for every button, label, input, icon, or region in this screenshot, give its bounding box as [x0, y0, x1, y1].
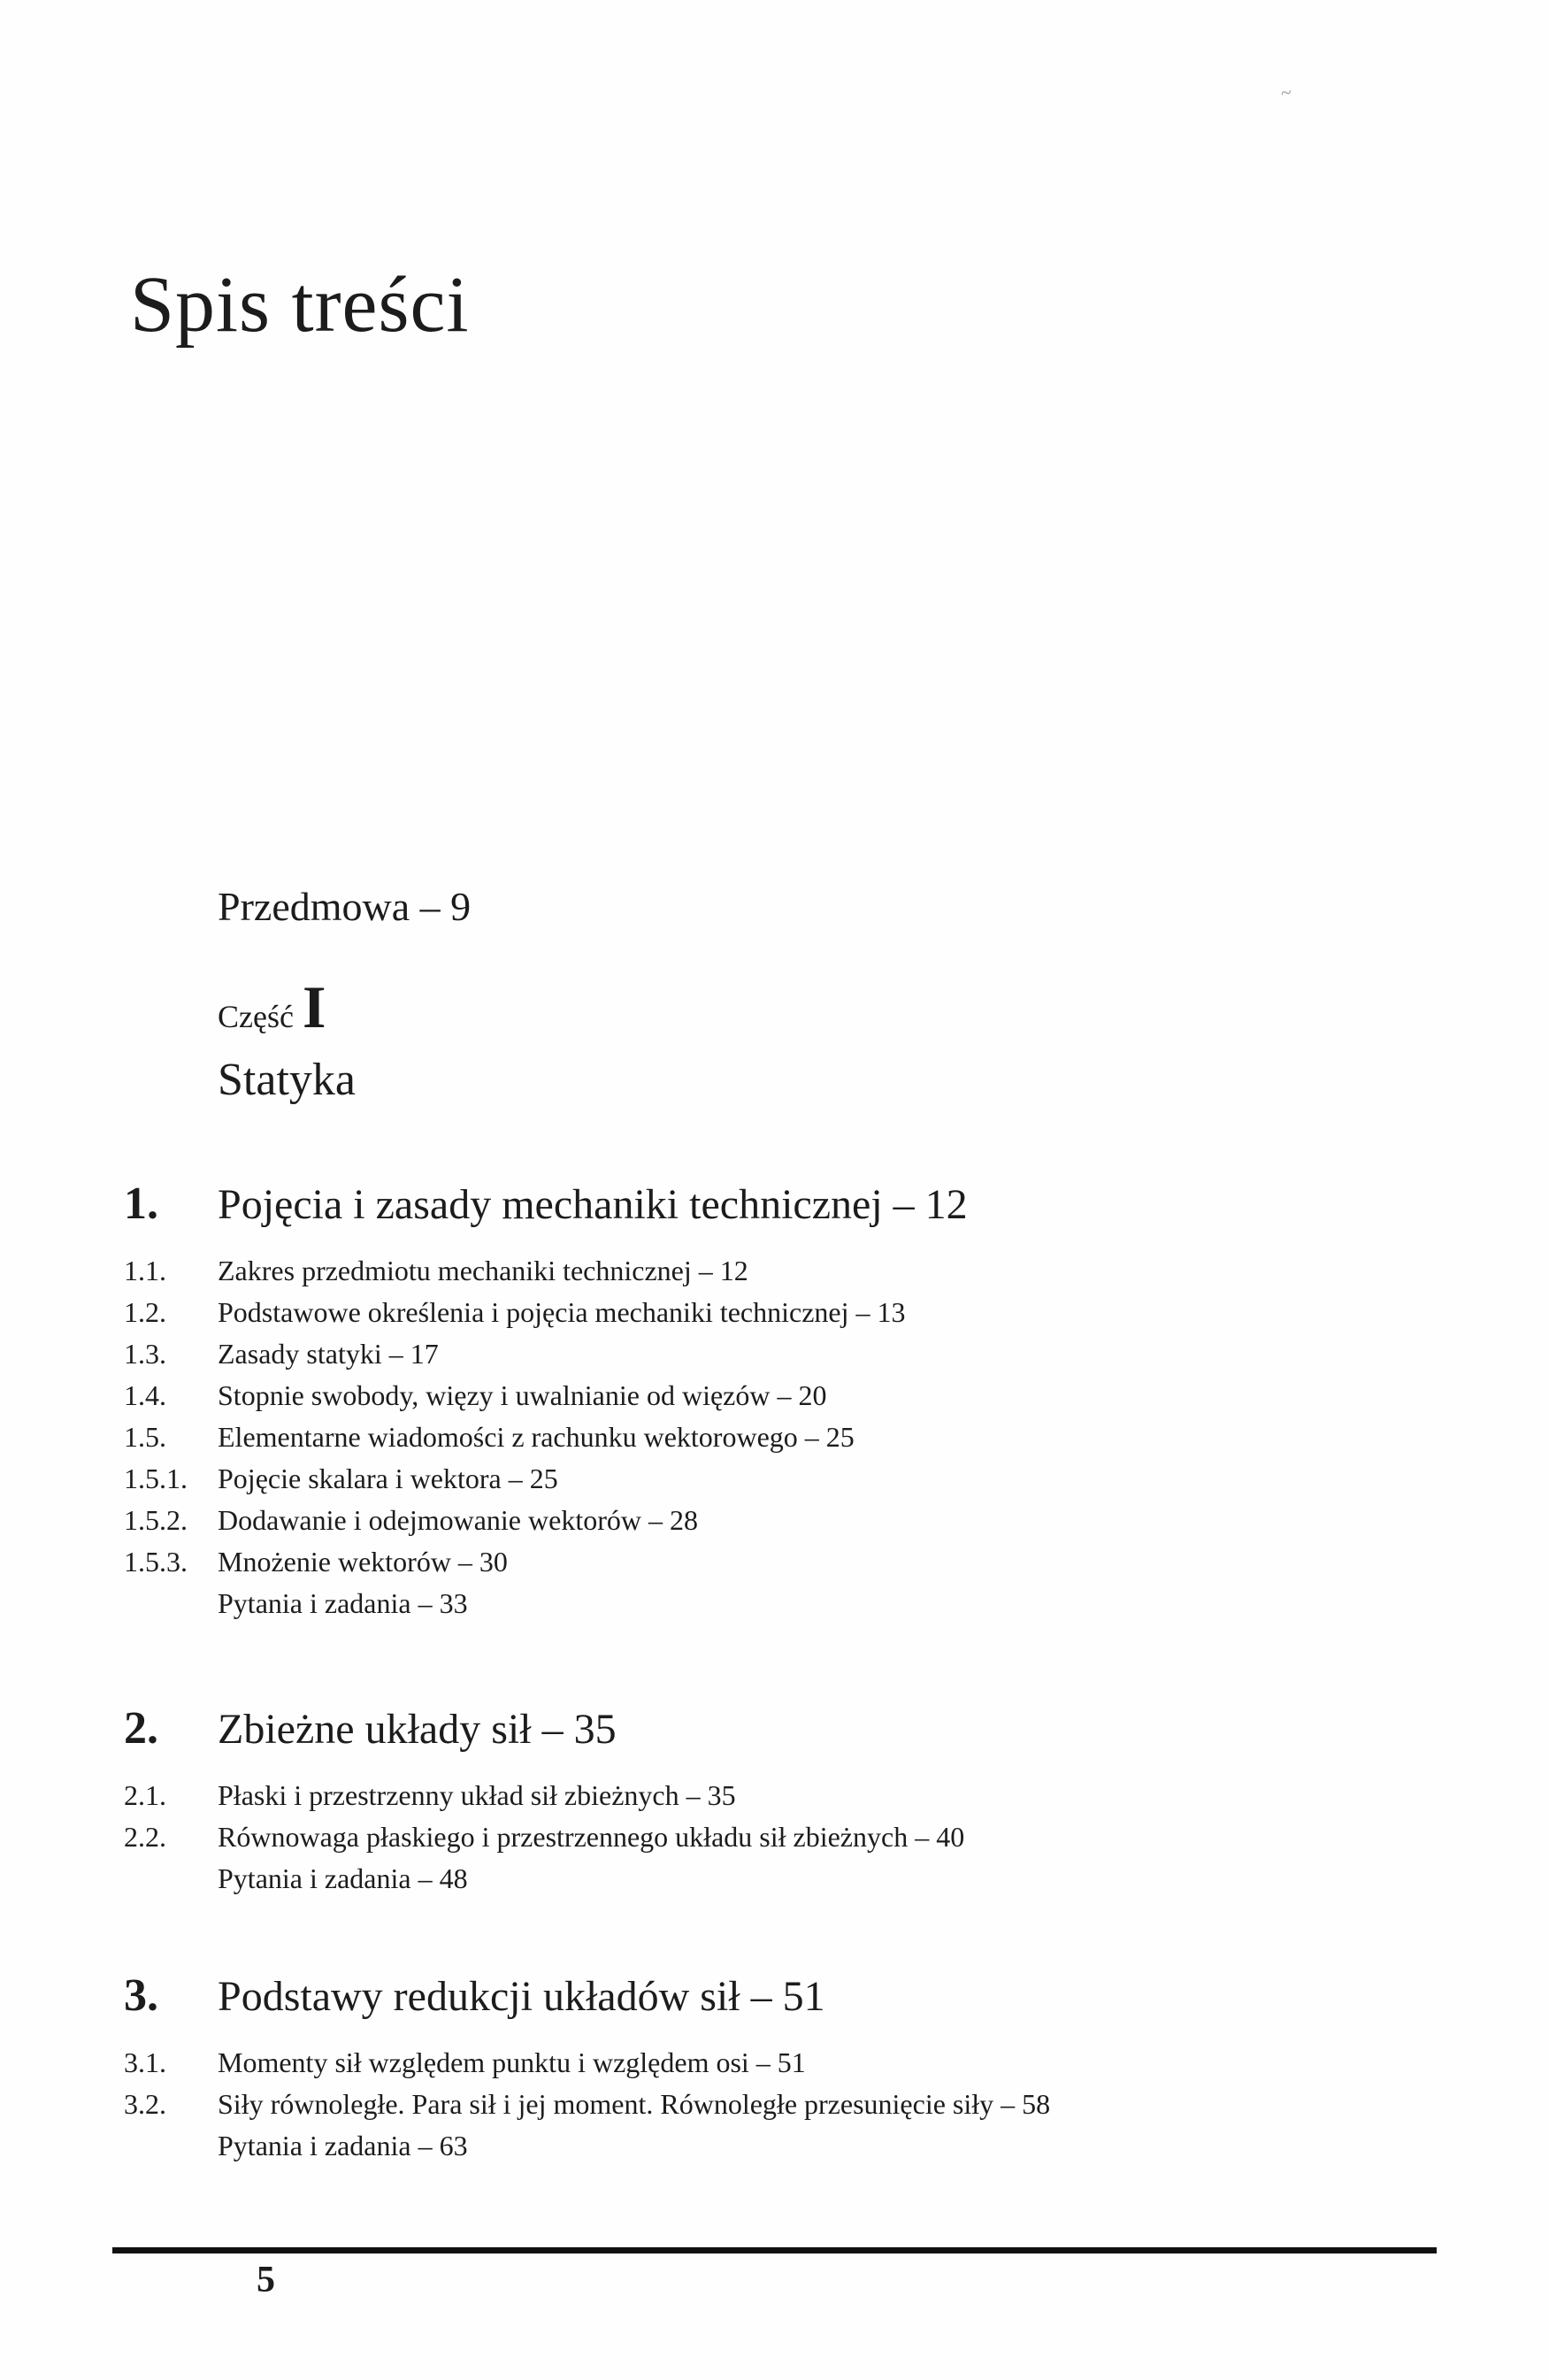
- part-title: Statyka: [218, 1055, 356, 1106]
- chapter-heading: [124, 1703, 1433, 1754]
- toc-entry: [124, 2084, 1433, 2125]
- toc-entry: [124, 1333, 1433, 1375]
- chapter-title: Pojęcia i zasady mechaniki technicznej – 12: [218, 1181, 968, 1228]
- chapter-title: Podstawy redukcji układów sił – 51: [218, 1973, 825, 2020]
- part-numeral: I: [302, 973, 326, 1040]
- entry-number: 1.5.: [124, 1421, 166, 1453]
- entry-number: [124, 2125, 218, 2167]
- entry-text: Momenty sił względem punktu i względem osi – 51: [218, 2046, 806, 2078]
- entry-text: Elementarne wiadomości z rachunku wektorowego – 25: [218, 1421, 855, 1453]
- toc-entry: [124, 1583, 1433, 1624]
- toc-entry: [124, 1292, 1433, 1333]
- chapter-entries: [124, 1250, 1433, 1624]
- toc-entry: [124, 1500, 1433, 1541]
- entry-number: [124, 1583, 218, 1624]
- scan-artifact-mark: ~: [1279, 81, 1293, 104]
- entry-number: 1.4.: [124, 1379, 166, 1411]
- entry-number: 1.5.2.: [124, 1504, 188, 1536]
- entry-text: Mnożenie wektorów – 30: [218, 1546, 508, 1578]
- toc-entry: [124, 1416, 1433, 1458]
- chapter-heading: [124, 1970, 1433, 2021]
- chapter-title: Zbieżne układy sił – 35: [218, 1706, 617, 1753]
- page-title: Spis treści: [130, 261, 470, 349]
- entry-text: Pytania i zadania – 63: [218, 2130, 468, 2161]
- entry-text: Pytania i zadania – 48: [218, 1862, 468, 1894]
- toc-entry: [124, 1775, 1433, 1816]
- toc-entry: [124, 1541, 1433, 1583]
- entry-number: 1.2.: [124, 1296, 166, 1328]
- page-number: 5: [257, 2260, 275, 2300]
- entry-number: 1.5.3.: [124, 1546, 188, 1578]
- toc-entry: [124, 1458, 1433, 1500]
- entry-number: 3.2.: [124, 2088, 166, 2120]
- chapter-1-block: [124, 1178, 1433, 1624]
- chapter-entries: [124, 1775, 1433, 1900]
- chapter-number: 1.: [124, 1178, 158, 1229]
- chapter-2-block: [124, 1703, 1433, 1900]
- entry-number: 1.3.: [124, 1338, 166, 1370]
- part-line: [218, 973, 356, 1040]
- chapter-3-block: [124, 1970, 1433, 2167]
- footer-rule: [112, 2247, 1437, 2253]
- entry-text: Równowaga płaskiego i przestrzennego układu sił zbieżnych – 40: [218, 1821, 965, 1853]
- entry-text: Siły równoległe. Para sił i jej moment. Równoległe przesunięcie siły – 58: [218, 2088, 1051, 2120]
- entry-text: Zasady statyki – 17: [218, 1338, 439, 1370]
- toc-entry: [124, 1858, 1433, 1900]
- part-label: Część: [218, 999, 294, 1034]
- preface-entry: Przedmowa – 9: [218, 884, 472, 929]
- entry-number: 2.2.: [124, 1821, 166, 1853]
- toc-entry: [124, 1375, 1433, 1416]
- entry-number: 1.5.1.: [124, 1463, 188, 1494]
- chapter-heading: [124, 1178, 1433, 1229]
- entry-text: Zakres przedmiotu mechaniki technicznej – 12: [218, 1255, 748, 1286]
- chapter-entries: [124, 2042, 1433, 2167]
- entry-text: Pojęcie skalara i wektora – 25: [218, 1463, 558, 1494]
- toc-entry: [124, 2042, 1433, 2084]
- entry-text: Dodawanie i odejmowanie wektorów – 28: [218, 1504, 698, 1536]
- entry-number: [124, 1858, 218, 1900]
- entry-text: Pytania i zadania – 33: [218, 1587, 468, 1619]
- entry-number: 2.1.: [124, 1779, 166, 1811]
- part-heading: [218, 973, 356, 1106]
- entry-number: 1.1.: [124, 1255, 166, 1286]
- chapter-number: 3.: [124, 1970, 158, 2021]
- toc-entry: [124, 2125, 1433, 2167]
- entry-text: Płaski i przestrzenny układ sił zbieżnych – 35: [218, 1779, 736, 1811]
- entry-number: 3.1.: [124, 2046, 166, 2078]
- entry-text: Stopnie swobody, więzy i uwalnianie od więzów – 20: [218, 1379, 827, 1411]
- entry-text: Podstawowe określenia i pojęcia mechaniki technicznej – 13: [218, 1296, 906, 1328]
- toc-entry: [124, 1816, 1433, 1858]
- toc-entry: [124, 1250, 1433, 1292]
- chapter-number: 2.: [124, 1703, 158, 1754]
